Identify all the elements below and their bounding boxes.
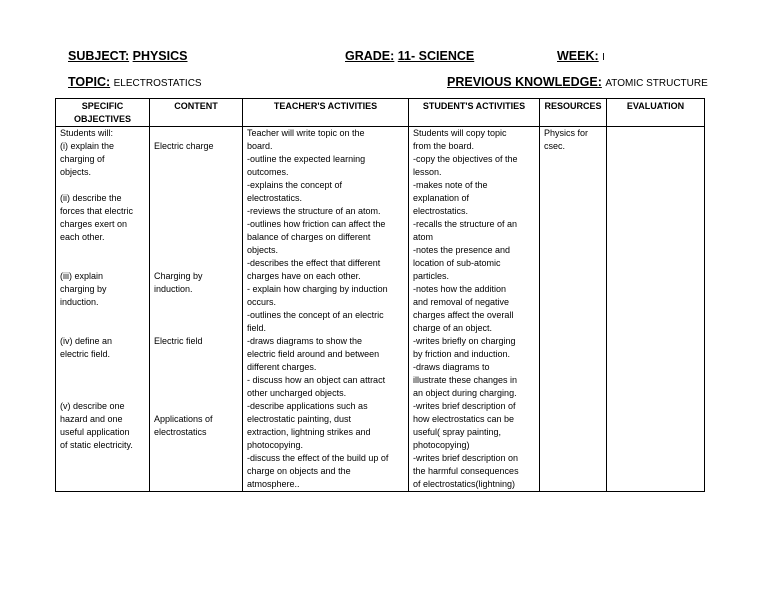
cell-line — [154, 361, 238, 374]
cell-line — [154, 205, 238, 218]
topic-heading — [68, 75, 202, 89]
grade-heading — [345, 49, 474, 63]
col-header-content: CONTENT — [150, 99, 243, 127]
cell-line: Physics for — [544, 128, 589, 138]
cell-line: how electrostatics can be — [413, 414, 515, 424]
cell-line: -notes the presence and — [413, 245, 511, 255]
cell-line: Electric field — [154, 336, 203, 346]
cell-line: electrostatics. — [247, 193, 303, 203]
col-header-evaluation: EVALUATION — [607, 99, 705, 127]
cell-line: from the board. — [413, 141, 475, 151]
cell-line: -outlines the concept of an electric — [247, 310, 384, 320]
subject-label: SUBJECT: — [68, 49, 130, 63]
cell-line — [60, 244, 145, 257]
cell-line: -outlines how friction can affect the — [247, 219, 386, 229]
cell-line: charging by — [60, 284, 107, 294]
cell-line — [154, 387, 238, 400]
cell-line: (ii) describe the — [60, 193, 122, 203]
cell-line — [154, 257, 238, 270]
cell-line: -outline the expected learning — [247, 154, 366, 164]
cell-line: balance of charges on different — [247, 232, 371, 242]
week-label: WEEK: — [557, 49, 599, 63]
lesson-plan-table — [55, 98, 705, 492]
grade-label: GRADE: — [345, 49, 395, 63]
cell-line: occurs. — [247, 297, 277, 307]
cell-line: - explain how charging by induction — [247, 284, 388, 294]
cell-line: induction. — [154, 284, 193, 294]
week-heading — [557, 49, 605, 63]
cell-line: -describe applications such as — [247, 401, 368, 411]
cell-line: Electric charge — [154, 141, 214, 151]
cell-line: charges have on each other. — [247, 271, 361, 281]
cell-line: Charging by — [154, 271, 203, 281]
cell-objectives — [56, 127, 150, 492]
previous-knowledge-label: PREVIOUS KNOWLEDGE: — [447, 75, 602, 89]
cell-line: -writes briefly on charging — [413, 336, 516, 346]
cell-student-activities — [409, 127, 540, 492]
cell-line — [154, 296, 238, 309]
cell-line: board. — [247, 141, 273, 151]
cell-line: atmosphere.. — [247, 479, 300, 489]
cell-line: objects. — [60, 167, 92, 177]
cell-resources — [540, 127, 607, 492]
previous-knowledge-value: ATOMIC STRUCTURE — [605, 78, 708, 89]
cell-line: charging of — [60, 154, 105, 164]
cell-line: photocopying) — [413, 440, 470, 450]
cell-line: hazard and one — [60, 414, 123, 424]
cell-line — [60, 179, 145, 192]
table-header-row — [56, 99, 705, 127]
cell-line: by friction and induction. — [413, 349, 511, 359]
cell-line: different charges. — [247, 362, 317, 372]
cell-line — [154, 179, 238, 192]
cell-line: Students will copy topic — [413, 128, 507, 138]
cell-line: induction. — [60, 297, 99, 307]
cell-line: charge of an object. — [413, 323, 493, 333]
col-header-teacher: TEACHER'S ACTIVITIES — [243, 99, 409, 127]
cell-line: (iv) define an — [60, 336, 113, 346]
grade-value: 11- SCIENCE — [397, 49, 475, 63]
subject-heading — [68, 49, 188, 63]
cell-line: electric field. — [60, 349, 111, 359]
cell-line: -writes brief description on — [413, 453, 519, 463]
cell-line — [60, 361, 145, 374]
cell-line: - discuss how an object can attract — [247, 375, 386, 385]
cell-line: Teacher will write topic on the — [247, 128, 365, 138]
cell-line: charges exert on — [60, 219, 128, 229]
subject-value: PHYSICS — [132, 49, 188, 63]
previous-knowledge-heading — [447, 75, 708, 89]
topic-value: ELECTROSTATICS — [113, 78, 202, 89]
cell-line: (v) describe one — [60, 401, 125, 411]
cell-line: -explains the concept of — [247, 180, 343, 190]
cell-evaluation — [607, 127, 705, 492]
cell-line: each other. — [60, 232, 105, 242]
cell-line — [154, 322, 238, 335]
cell-line: electric field around and between — [247, 349, 380, 359]
cell-line: csec. — [544, 141, 566, 151]
col-header-student: STUDENT'S ACTIVITIES — [409, 99, 540, 127]
topic-label: TOPIC: — [68, 75, 111, 89]
cell-line — [60, 257, 145, 270]
cell-line: photocopying. — [247, 440, 304, 450]
cell-line: other uncharged objects. — [247, 388, 347, 398]
cell-line: of electrostatics(lightning) — [413, 479, 516, 489]
cell-line: -draws diagrams to show the — [247, 336, 363, 346]
cell-line: -draws diagrams to — [413, 362, 490, 372]
cell-line: explanation of — [413, 193, 470, 203]
cell-line: outcomes. — [247, 167, 289, 177]
cell-line: useful( spray painting, — [413, 427, 502, 437]
cell-line — [60, 374, 145, 387]
cell-line — [154, 244, 238, 257]
cell-line: charge on objects and the — [247, 466, 351, 476]
cell-line — [154, 192, 238, 205]
cell-line: -copy the objectives of the — [413, 154, 518, 164]
cell-line — [60, 322, 145, 335]
week-value: I — [602, 52, 605, 63]
cell-line: forces that electric — [60, 206, 134, 216]
cell-line: field. — [247, 323, 267, 333]
cell-line — [154, 127, 238, 140]
cell-line: extraction, lightning strikes and — [247, 427, 371, 437]
cell-line: electrostatics — [154, 427, 207, 437]
cell-line: -reviews the structure of an atom. — [247, 206, 381, 216]
table-row — [56, 127, 705, 492]
cell-line — [60, 387, 145, 400]
cell-line: of static electricity. — [60, 440, 133, 450]
cell-line: electrostatic painting, dust — [247, 414, 352, 424]
cell-line: Applications of — [154, 414, 213, 424]
cell-line: objects. — [247, 245, 279, 255]
cell-line — [154, 309, 238, 322]
cell-line — [154, 153, 238, 166]
cell-line: -writes brief description of — [413, 401, 516, 411]
cell-line: (i) explain the — [60, 141, 115, 151]
cell-line: and removal of negative — [413, 297, 510, 307]
cell-line: -makes note of the — [413, 180, 488, 190]
col-header-objectives: SPECIFIC OBJECTIVES — [56, 99, 150, 127]
cell-line: -recalls the structure of an — [413, 219, 518, 229]
cell-teacher-activities — [243, 127, 409, 492]
cell-line: lesson. — [413, 167, 442, 177]
cell-line — [154, 166, 238, 179]
cell-line: -describes the effect that different — [247, 258, 381, 268]
cell-line: atom — [413, 232, 434, 242]
cell-line: illustrate these changes in — [413, 375, 518, 385]
cell-line: an object during charging. — [413, 388, 517, 398]
col-header-resources: RESOURCES — [540, 99, 607, 127]
cell-content — [150, 127, 243, 492]
cell-line — [154, 348, 238, 361]
cell-line — [60, 309, 145, 322]
cell-line: (iii) explain — [60, 271, 104, 281]
cell-line — [154, 374, 238, 387]
cell-line: electrostatics. — [413, 206, 469, 216]
cell-line — [154, 231, 238, 244]
cell-line — [154, 400, 238, 413]
cell-line: useful application — [60, 427, 130, 437]
cell-line: -discuss the effect of the build up of — [247, 453, 389, 463]
cell-line: the harmful consequences — [413, 466, 519, 476]
cell-line: -notes how the addition — [413, 284, 507, 294]
cell-line: charges affect the overall — [413, 310, 514, 320]
cell-line: Students will: — [60, 128, 114, 138]
cell-line — [154, 218, 238, 231]
cell-line: location of sub-atomic — [413, 258, 501, 268]
cell-line: particles. — [413, 271, 450, 281]
